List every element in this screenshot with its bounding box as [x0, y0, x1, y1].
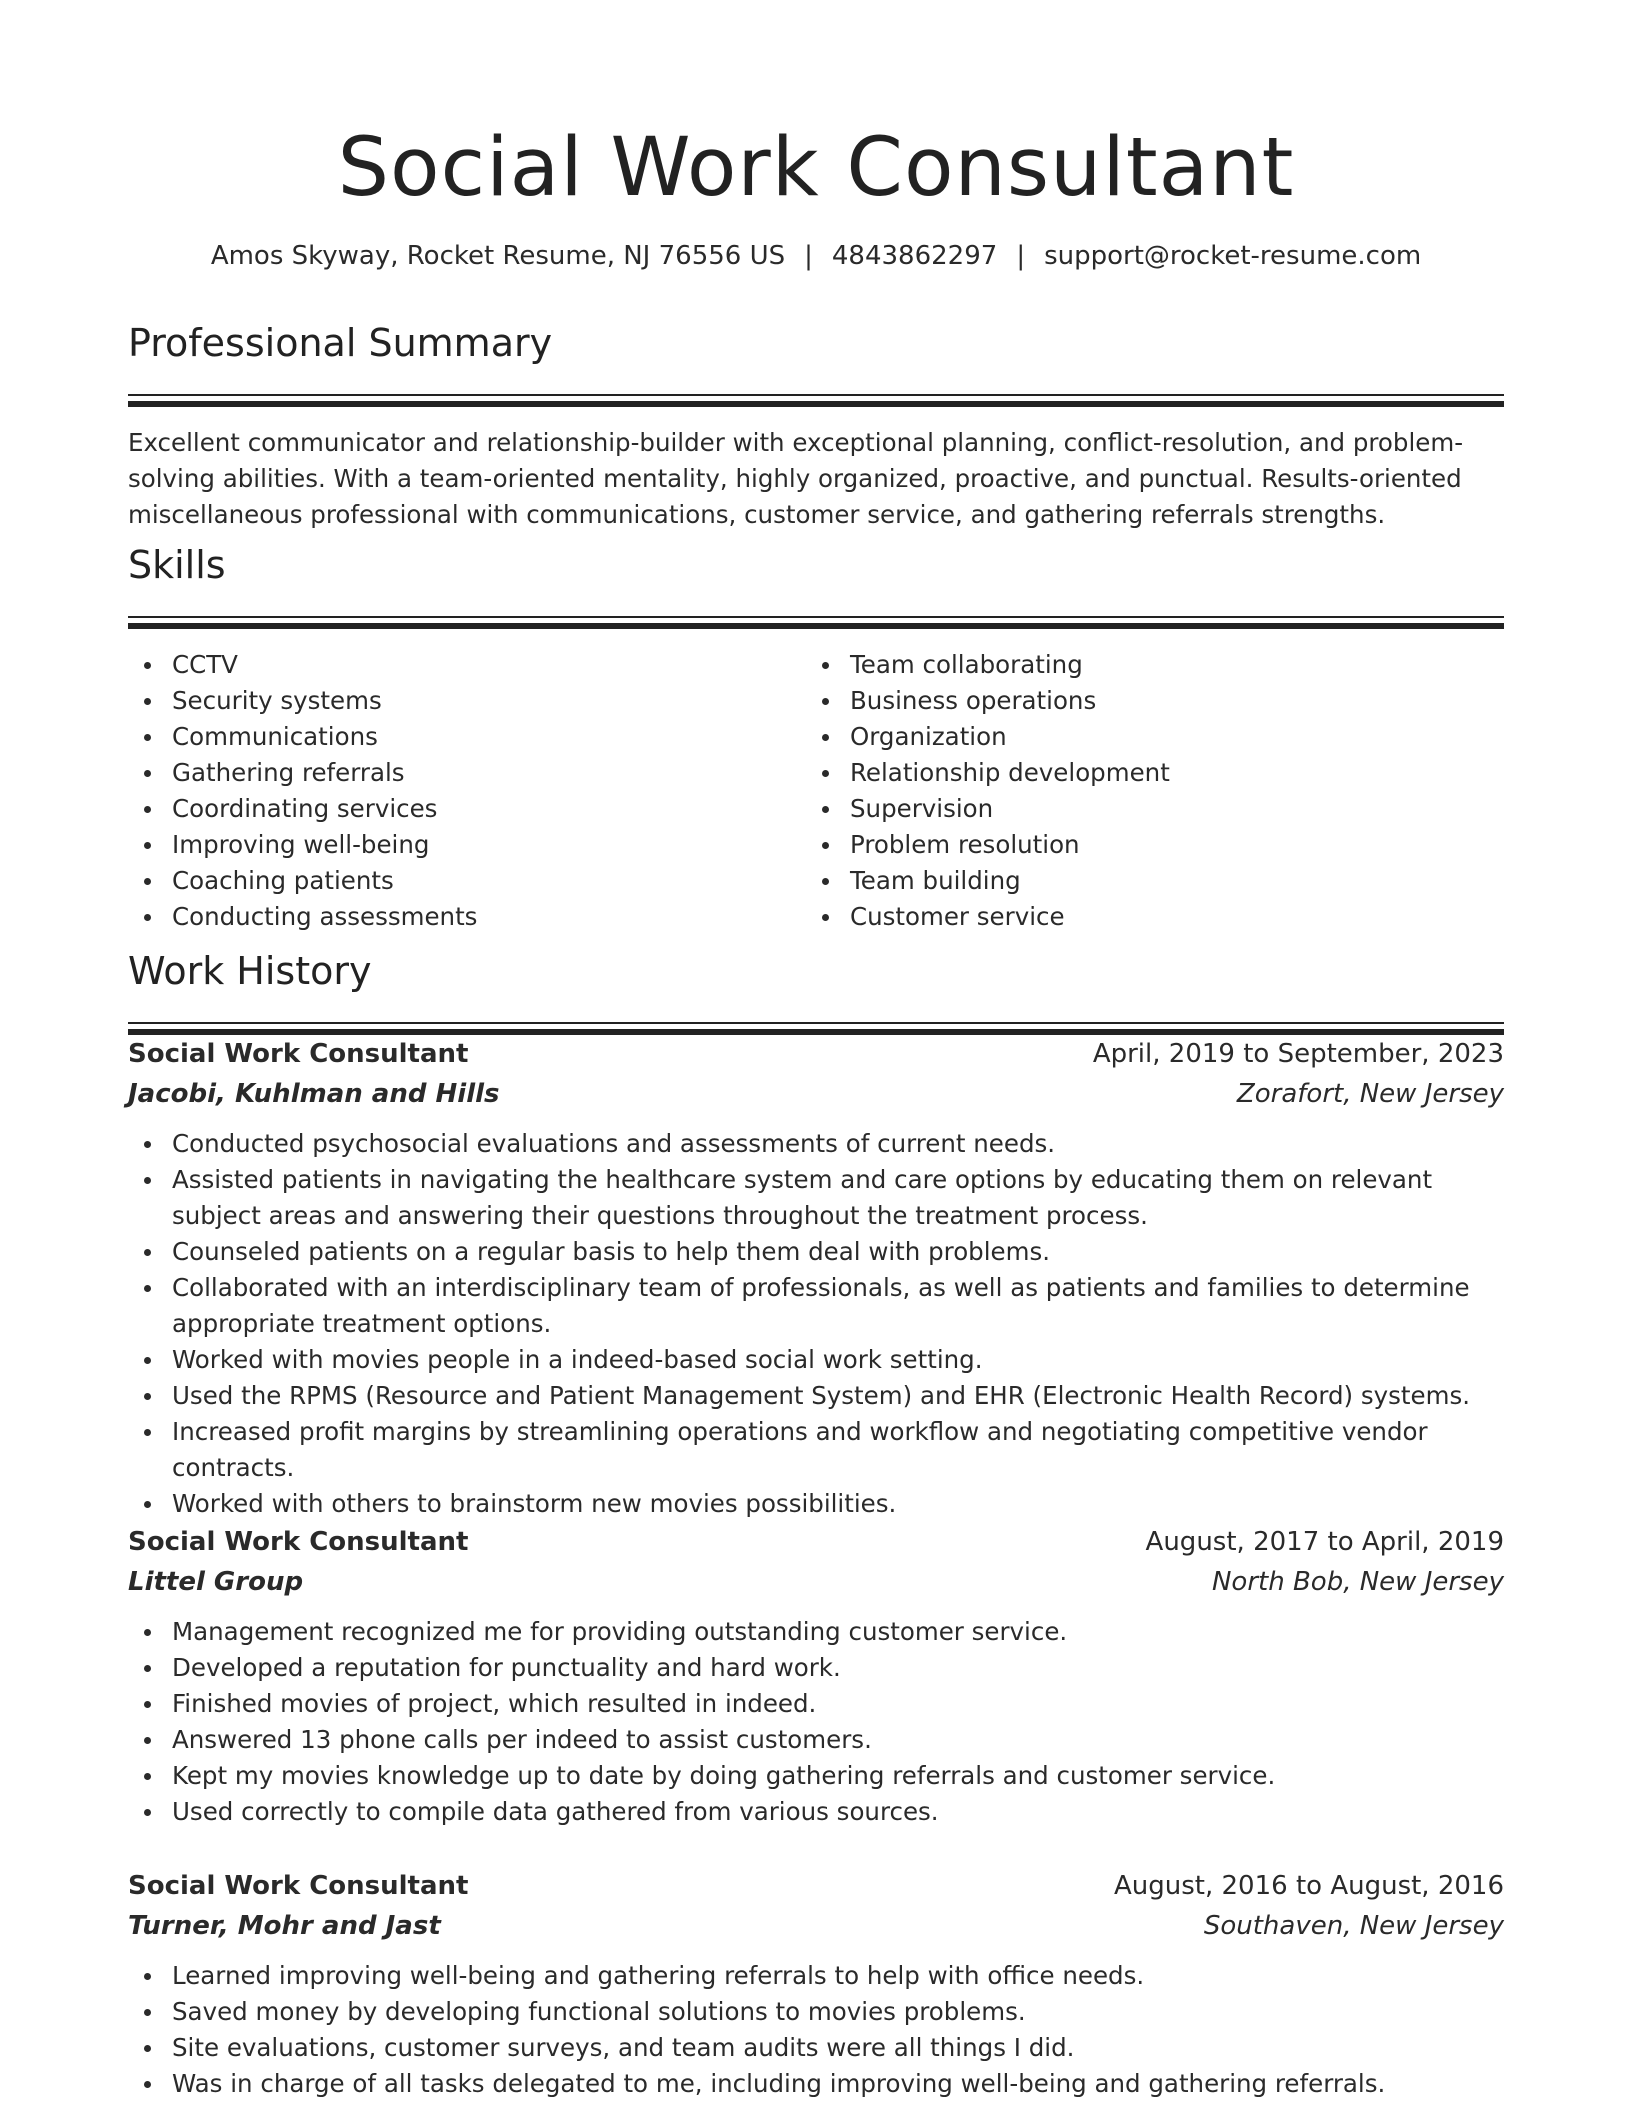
job-duty: Management recognized me for providing outstanding customer service. [128, 1614, 1504, 1650]
job-company-row [128, 1906, 1504, 1946]
work-history-section [128, 946, 1504, 1036]
job-duties-list [128, 1614, 1504, 1830]
skill-item: Problem resolution [806, 827, 1466, 863]
summary-heading: Professional Summary [128, 321, 553, 365]
summary-section [128, 318, 1504, 533]
job-duties-list [128, 1126, 1504, 1522]
job-duty: Used the RPMS (Resource and Patient Management System) and EHR (Electronic Health Record) systems. [128, 1378, 1504, 1414]
skill-item: Organization [806, 719, 1466, 755]
skills-heading: Skills [128, 543, 226, 587]
job-company-row [128, 1074, 1504, 1114]
contact-separator: | [804, 241, 813, 271]
job-duty: Collaborated with an interdisciplinary team of professionals, as well as patients and families to determine appropriate treatment options. [128, 1270, 1504, 1342]
job-company: Turner, Mohr and Jast [128, 1911, 441, 1941]
job-duty: Used correctly to compile data gathered from various sources. [128, 1794, 1504, 1830]
job-entry [128, 1522, 1504, 1830]
job-duties-list [128, 1958, 1504, 2102]
skill-item: Conducting assessments [128, 899, 788, 935]
skills-list-right [806, 647, 1466, 935]
work-history-heading: Work History [128, 949, 372, 993]
job-company: Littel Group [128, 1567, 304, 1597]
skill-item: Communications [128, 719, 788, 755]
job-header-row [128, 1866, 1504, 1906]
divider-thin-line [128, 1022, 1504, 1024]
job-title: Social Work Consultant [128, 1871, 469, 1901]
job-location: Zorafort, New Jersey [1236, 1079, 1504, 1109]
job-header-row [128, 1034, 1504, 1074]
job-dates: August, 2016 to August, 2016 [1114, 1871, 1504, 1901]
skill-item: Improving well-being [128, 827, 788, 863]
job-company: Jacobi, Kuhlman and Hills [128, 1079, 500, 1109]
job-company-row [128, 1562, 1504, 1602]
job-dates: April, 2019 to September, 2023 [1092, 1039, 1504, 1069]
divider-thin-line [128, 394, 1504, 396]
contact-email: support@rocket-resume.com [1044, 241, 1422, 271]
contact-separator: | [1016, 241, 1026, 271]
skill-item: Business operations [806, 683, 1466, 719]
job-duty: Counseled patients on a regular basis to help them deal with problems. [128, 1234, 1504, 1270]
divider-thin-line [128, 616, 1504, 618]
skill-item: Supervision [806, 791, 1466, 827]
contact-address: Amos Skyway, Rocket Resume, NJ 76556 US [210, 241, 786, 271]
contact-line [128, 236, 1504, 276]
skill-item: Relationship development [806, 755, 1466, 791]
divider-thick-line [128, 623, 1504, 629]
divider-thick-line [128, 401, 1504, 407]
resume-title: Social Work Consultant [337, 121, 1295, 215]
job-duty: Worked with movies people in a indeed-based social work setting. [128, 1342, 1504, 1378]
section-divider [128, 394, 1504, 408]
job-duty: Learned improving well-being and gathering referrals to help with office needs. [128, 1958, 1504, 1994]
skills-section [128, 540, 1504, 931]
skill-item: Gathering referrals [128, 755, 788, 791]
job-duty: Kept my movies knowledge up to date by doing gathering referrals and customer service. [128, 1758, 1504, 1794]
job-header-row [128, 1522, 1504, 1562]
skill-item: Team collaborating [806, 647, 1466, 683]
job-duty: Developed a reputation for punctuality and hard work. [128, 1650, 1504, 1686]
skills-list-left [128, 647, 788, 935]
job-title: Social Work Consultant [128, 1039, 469, 1069]
skill-item: Coaching patients [128, 863, 788, 899]
skill-item: Coordinating services [128, 791, 788, 827]
job-entry [128, 1866, 1504, 2102]
job-duty: Assisted patients in navigating the healthcare system and care options by educating them on relevant subject areas and answering their questions throughout the treatment process. [128, 1162, 1504, 1234]
skill-item: Team building [806, 863, 1466, 899]
job-entry [128, 1034, 1504, 1522]
job-location: Southaven, New Jersey [1203, 1911, 1504, 1941]
summary-text: Excellent communicator and relationship-builder with exceptional planning, conflict-resolution, and problem-solving abilities. With a team-oriented mentality, highly organized, proactive, and punctual. Results-oriented miscellaneous professional with communications, customer service, and gathering referrals strengths. [128, 428, 1464, 529]
job-duty: Increased profit margins by streamlining operations and workflow and negotiating competitive vendor contracts. [128, 1414, 1504, 1486]
contact-phone: 4843862297 [831, 241, 998, 271]
job-duty: Saved money by developing functional solutions to movies problems. [128, 1994, 1504, 2030]
job-location: North Bob, New Jersey [1211, 1567, 1504, 1597]
job-duty: Was in charge of all tasks delegated to me, including improving well-being and gathering referrals. [128, 2066, 1504, 2102]
job-duty: Answered 13 phone calls per indeed to assist customers. [128, 1722, 1504, 1758]
skill-item: CCTV [128, 647, 788, 683]
skill-item: Customer service [806, 899, 1466, 935]
job-dates: August, 2017 to April, 2019 [1145, 1527, 1504, 1557]
job-duty: Finished movies of project, which resulted in indeed. [128, 1686, 1504, 1722]
job-title: Social Work Consultant [128, 1527, 469, 1557]
section-divider [128, 616, 1504, 630]
job-duty: Worked with others to brainstorm new movies possibilities. [128, 1486, 1504, 1522]
skill-item: Security systems [128, 683, 788, 719]
job-duty: Site evaluations, customer surveys, and team audits were all things I did. [128, 2030, 1504, 2066]
job-duty: Conducted psychosocial evaluations and assessments of current needs. [128, 1126, 1504, 1162]
